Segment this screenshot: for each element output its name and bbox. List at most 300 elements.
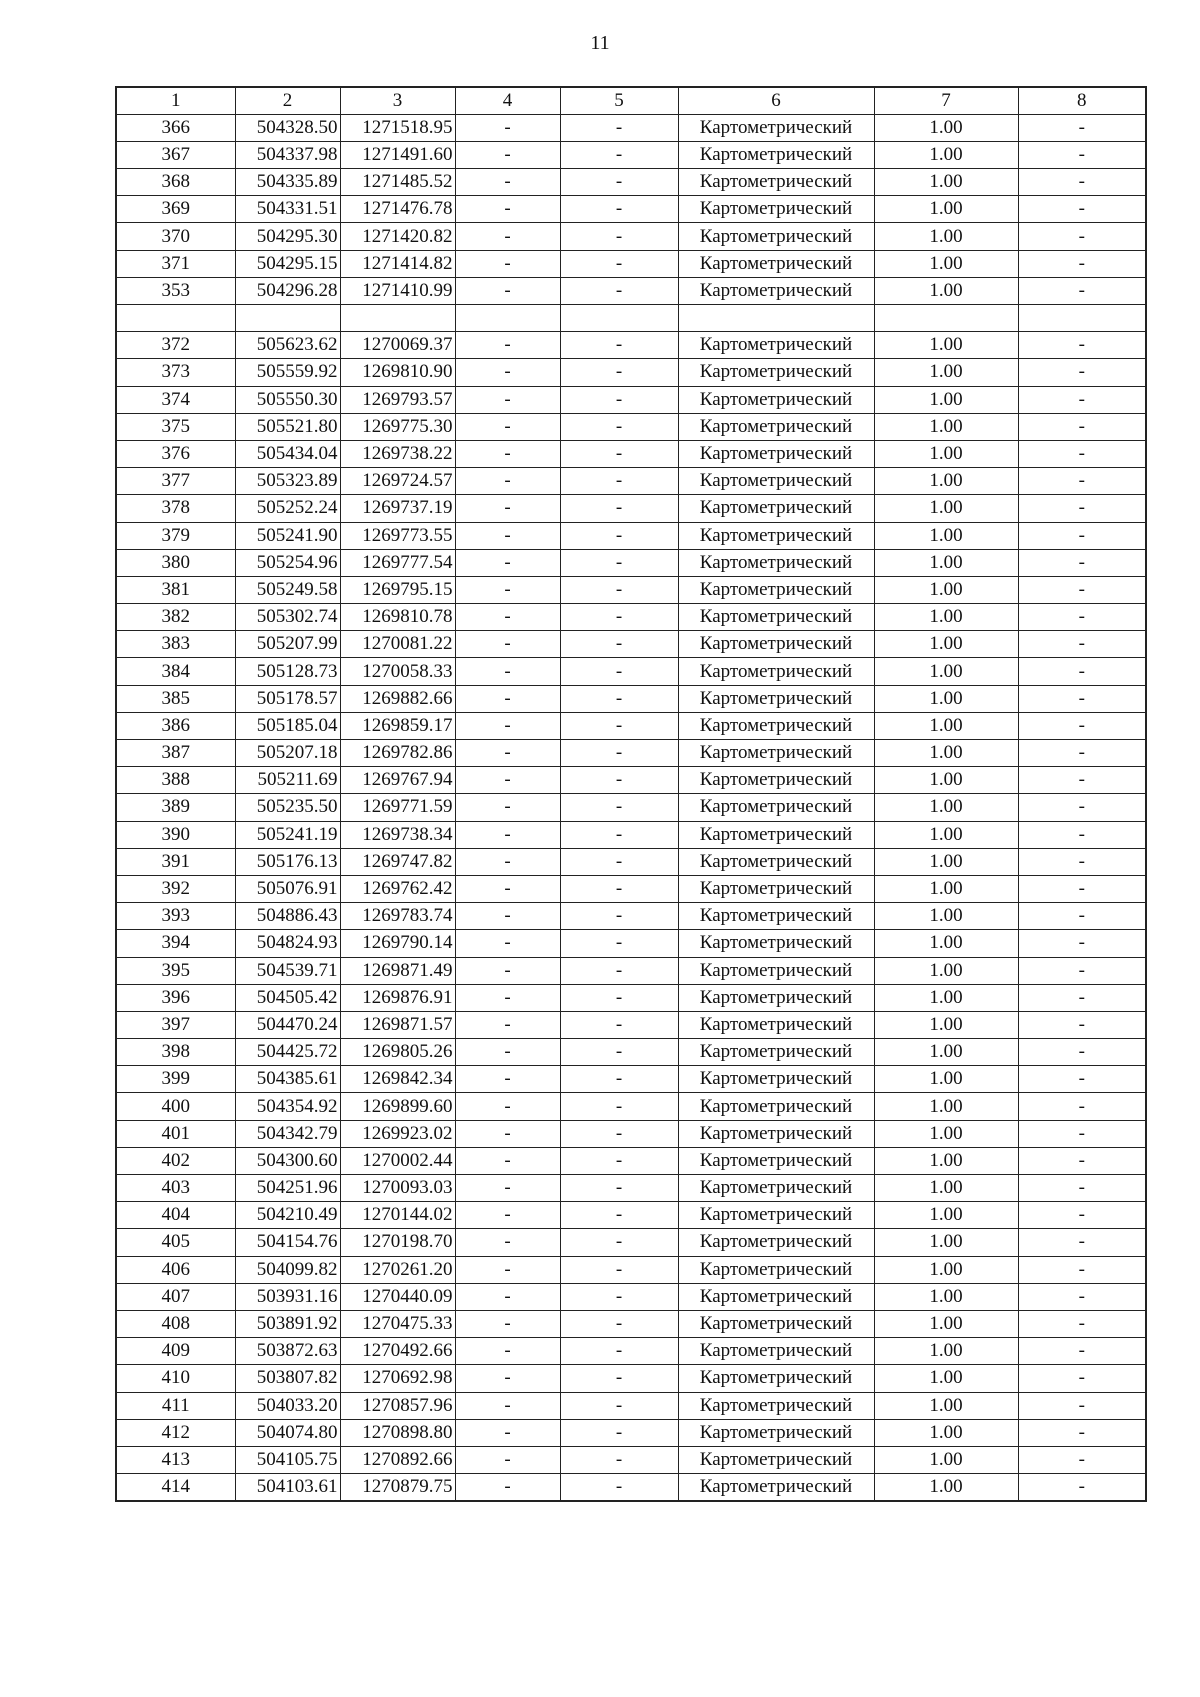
point-number-cell: 393 xyxy=(116,903,235,930)
y-coordinate-cell: 1271485.52 xyxy=(340,169,455,196)
accuracy-cell: 1.00 xyxy=(874,169,1018,196)
column-8-cell: - xyxy=(1018,468,1146,495)
column-5-cell: - xyxy=(560,359,678,386)
table-row xyxy=(116,277,1146,304)
y-coordinate-cell: 1269762.42 xyxy=(340,875,455,902)
y-coordinate-cell: 1269859.17 xyxy=(340,712,455,739)
table-row xyxy=(116,250,1146,277)
method-cell: Картометрический xyxy=(678,957,874,984)
point-number-cell: 379 xyxy=(116,522,235,549)
column-5-cell: - xyxy=(560,1011,678,1038)
y-coordinate-cell: 1269777.54 xyxy=(340,549,455,576)
accuracy-cell: 1.00 xyxy=(874,1283,1018,1310)
y-coordinate-cell: 1269783.74 xyxy=(340,903,455,930)
column-4-cell: - xyxy=(455,1175,560,1202)
column-4-cell: - xyxy=(455,1256,560,1283)
column-4-cell: - xyxy=(455,1093,560,1120)
accuracy-cell: 1.00 xyxy=(874,1120,1018,1147)
column-header-1: 1 xyxy=(116,87,235,114)
accuracy-cell: 1.00 xyxy=(874,1147,1018,1174)
column-4-cell: - xyxy=(455,1229,560,1256)
x-coordinate-cell: 505521.80 xyxy=(235,413,340,440)
column-8-cell: - xyxy=(1018,903,1146,930)
column-4-cell: - xyxy=(455,277,560,304)
point-number-cell: 380 xyxy=(116,549,235,576)
column-4-cell: - xyxy=(455,631,560,658)
column-5-cell: - xyxy=(560,196,678,223)
x-coordinate-cell: 505434.04 xyxy=(235,440,340,467)
column-8-cell: - xyxy=(1018,522,1146,549)
point-number-cell: 411 xyxy=(116,1392,235,1419)
column-5-cell: - xyxy=(560,1419,678,1446)
point-number-cell xyxy=(116,305,235,332)
column-8-cell: - xyxy=(1018,1419,1146,1446)
column-4-cell: - xyxy=(455,359,560,386)
y-coordinate-cell: 1269747.82 xyxy=(340,848,455,875)
column-4-cell: - xyxy=(455,549,560,576)
column-8-cell: - xyxy=(1018,1011,1146,1038)
column-4-cell: - xyxy=(455,1419,560,1446)
column-5-cell: - xyxy=(560,1202,678,1229)
y-coordinate-cell: 1271476.78 xyxy=(340,196,455,223)
column-5-cell: - xyxy=(560,1066,678,1093)
accuracy-cell: 1.00 xyxy=(874,1202,1018,1229)
accuracy-cell: 1.00 xyxy=(874,631,1018,658)
method-cell: Картометрический xyxy=(678,1120,874,1147)
column-5-cell: - xyxy=(560,1283,678,1310)
x-coordinate-cell: 504154.76 xyxy=(235,1229,340,1256)
y-coordinate-cell: 1269738.34 xyxy=(340,821,455,848)
column-4-cell: - xyxy=(455,1338,560,1365)
point-number-cell: 374 xyxy=(116,386,235,413)
column-5-cell: - xyxy=(560,332,678,359)
x-coordinate-cell: 505178.57 xyxy=(235,685,340,712)
table-row xyxy=(116,821,1146,848)
point-number-cell: 409 xyxy=(116,1338,235,1365)
point-number-cell: 404 xyxy=(116,1202,235,1229)
column-5-cell: - xyxy=(560,114,678,141)
method-cell: Картометрический xyxy=(678,1419,874,1446)
point-number-cell: 385 xyxy=(116,685,235,712)
y-coordinate-cell: 1269810.78 xyxy=(340,604,455,631)
y-coordinate-cell: 1269767.94 xyxy=(340,767,455,794)
x-coordinate-cell: 504385.61 xyxy=(235,1066,340,1093)
method-cell: Картометрический xyxy=(678,223,874,250)
method-cell: Картометрический xyxy=(678,549,874,576)
accuracy-cell: 1.00 xyxy=(874,576,1018,603)
accuracy-cell: 1.00 xyxy=(874,740,1018,767)
method-cell: Картометрический xyxy=(678,658,874,685)
column-4-cell: - xyxy=(455,1474,560,1501)
accuracy-cell: 1.00 xyxy=(874,1419,1018,1446)
column-8-cell: - xyxy=(1018,767,1146,794)
column-8-cell: - xyxy=(1018,1256,1146,1283)
accuracy-cell: 1.00 xyxy=(874,1310,1018,1337)
point-number-cell: 398 xyxy=(116,1039,235,1066)
accuracy-cell: 1.00 xyxy=(874,1093,1018,1120)
x-coordinate-cell: 505252.24 xyxy=(235,495,340,522)
column-8-cell: - xyxy=(1018,1039,1146,1066)
column-5-cell: - xyxy=(560,821,678,848)
point-number-cell: 390 xyxy=(116,821,235,848)
column-5-cell: - xyxy=(560,277,678,304)
method-cell: Картометрический xyxy=(678,903,874,930)
y-coordinate-cell: 1270261.20 xyxy=(340,1256,455,1283)
point-number-cell: 367 xyxy=(116,141,235,168)
point-number-cell: 375 xyxy=(116,413,235,440)
column-5-cell: - xyxy=(560,903,678,930)
column-4-cell: - xyxy=(455,495,560,522)
point-number-cell: 353 xyxy=(116,277,235,304)
method-cell: Картометрический xyxy=(678,740,874,767)
table-row xyxy=(116,196,1146,223)
accuracy-cell: 1.00 xyxy=(874,848,1018,875)
table-row xyxy=(116,576,1146,603)
y-coordinate-cell: 1269882.66 xyxy=(340,685,455,712)
x-coordinate-cell: 505254.96 xyxy=(235,549,340,576)
y-coordinate-cell: 1270069.37 xyxy=(340,332,455,359)
accuracy-cell: 1.00 xyxy=(874,903,1018,930)
column-4-cell: - xyxy=(455,821,560,848)
y-coordinate-cell: 1271420.82 xyxy=(340,223,455,250)
x-coordinate-cell: 504470.24 xyxy=(235,1011,340,1038)
point-number-cell: 377 xyxy=(116,468,235,495)
method-cell: Картометрический xyxy=(678,386,874,413)
column-5-cell: - xyxy=(560,250,678,277)
y-coordinate-cell: 1270198.70 xyxy=(340,1229,455,1256)
x-coordinate-cell: 504335.89 xyxy=(235,169,340,196)
column-8-cell: - xyxy=(1018,604,1146,631)
point-number-cell: 378 xyxy=(116,495,235,522)
table-row xyxy=(116,141,1146,168)
column-5-cell: - xyxy=(560,522,678,549)
table-row xyxy=(116,1175,1146,1202)
column-4-cell: - xyxy=(455,957,560,984)
point-number-cell: 402 xyxy=(116,1147,235,1174)
column-5-cell: - xyxy=(560,794,678,821)
method-cell: Картометрический xyxy=(678,1175,874,1202)
column-4-cell: - xyxy=(455,1392,560,1419)
column-8-cell: - xyxy=(1018,169,1146,196)
column-4-cell: - xyxy=(455,141,560,168)
table-row xyxy=(116,1256,1146,1283)
x-coordinate-cell: 504210.49 xyxy=(235,1202,340,1229)
column-8-cell: - xyxy=(1018,1202,1146,1229)
y-coordinate-cell: 1270857.96 xyxy=(340,1392,455,1419)
accuracy-cell: 1.00 xyxy=(874,141,1018,168)
column-4-cell: - xyxy=(455,440,560,467)
x-coordinate-cell: 504099.82 xyxy=(235,1256,340,1283)
table-row xyxy=(116,1229,1146,1256)
y-coordinate-cell: 1269724.57 xyxy=(340,468,455,495)
column-8-cell: - xyxy=(1018,740,1146,767)
column-5-cell: - xyxy=(560,740,678,767)
column-5-cell: - xyxy=(560,930,678,957)
point-number-cell: 392 xyxy=(116,875,235,902)
method-cell: Картометрический xyxy=(678,495,874,522)
column-8-cell: - xyxy=(1018,957,1146,984)
table-row xyxy=(116,794,1146,821)
column-8-cell: - xyxy=(1018,1120,1146,1147)
column-5-cell: - xyxy=(560,1147,678,1174)
column-header-2: 2 xyxy=(235,87,340,114)
x-coordinate-cell: 504295.30 xyxy=(235,223,340,250)
column-5-cell: - xyxy=(560,767,678,794)
column-4-cell: - xyxy=(455,984,560,1011)
table-row xyxy=(116,1310,1146,1337)
column-4-cell: - xyxy=(455,1039,560,1066)
point-number-cell: 386 xyxy=(116,712,235,739)
y-coordinate-cell: 1270144.02 xyxy=(340,1202,455,1229)
column-4-cell: - xyxy=(455,1283,560,1310)
column-8-cell: - xyxy=(1018,196,1146,223)
y-coordinate-cell: 1271410.99 xyxy=(340,277,455,304)
y-coordinate-cell: 1269871.49 xyxy=(340,957,455,984)
x-coordinate-cell: 504103.61 xyxy=(235,1474,340,1501)
column-5-cell: - xyxy=(560,1446,678,1473)
accuracy-cell: 1.00 xyxy=(874,386,1018,413)
x-coordinate-cell: 503931.16 xyxy=(235,1283,340,1310)
y-coordinate-cell: 1269773.55 xyxy=(340,522,455,549)
column-header-6: 6 xyxy=(678,87,874,114)
x-coordinate-cell: 504337.98 xyxy=(235,141,340,168)
method-cell: Картометрический xyxy=(678,712,874,739)
y-coordinate-cell: 1270879.75 xyxy=(340,1474,455,1501)
x-coordinate-cell: 504505.42 xyxy=(235,984,340,1011)
accuracy-cell: 1.00 xyxy=(874,1066,1018,1093)
point-number-cell: 387 xyxy=(116,740,235,767)
table-row xyxy=(116,169,1146,196)
column-4-cell: - xyxy=(455,1446,560,1473)
table-row xyxy=(116,495,1146,522)
table-row xyxy=(116,223,1146,250)
x-coordinate-cell: 505207.18 xyxy=(235,740,340,767)
x-coordinate-cell: 504105.75 xyxy=(235,1446,340,1473)
point-number-cell: 391 xyxy=(116,848,235,875)
point-number-cell: 414 xyxy=(116,1474,235,1501)
accuracy-cell: 1.00 xyxy=(874,223,1018,250)
point-number-cell: 370 xyxy=(116,223,235,250)
table-row xyxy=(116,984,1146,1011)
y-coordinate-cell: 1270892.66 xyxy=(340,1446,455,1473)
method-cell: Картометрический xyxy=(678,522,874,549)
y-coordinate-cell xyxy=(340,305,455,332)
table-row xyxy=(116,522,1146,549)
column-4-cell: - xyxy=(455,196,560,223)
x-coordinate-cell: 505128.73 xyxy=(235,658,340,685)
column-8-cell: - xyxy=(1018,1147,1146,1174)
accuracy-cell: 1.00 xyxy=(874,685,1018,712)
point-number-cell: 389 xyxy=(116,794,235,821)
column-5-cell: - xyxy=(560,549,678,576)
column-4-cell: - xyxy=(455,658,560,685)
column-5-cell: - xyxy=(560,875,678,902)
column-4-cell: - xyxy=(455,413,560,440)
y-coordinate-cell: 1270058.33 xyxy=(340,658,455,685)
y-coordinate-cell: 1270898.80 xyxy=(340,1419,455,1446)
y-coordinate-cell: 1270002.44 xyxy=(340,1147,455,1174)
column-5-cell: - xyxy=(560,658,678,685)
point-number-cell: 412 xyxy=(116,1419,235,1446)
column-4-cell: - xyxy=(455,712,560,739)
column-8-cell: - xyxy=(1018,875,1146,902)
method-cell: Картометрический xyxy=(678,141,874,168)
accuracy-cell: 1.00 xyxy=(874,277,1018,304)
table-row xyxy=(116,875,1146,902)
column-8-cell: - xyxy=(1018,495,1146,522)
accuracy-cell: 1.00 xyxy=(874,794,1018,821)
point-number-cell: 401 xyxy=(116,1120,235,1147)
method-cell: Картометрический xyxy=(678,930,874,957)
x-coordinate-cell: 504295.15 xyxy=(235,250,340,277)
table-row xyxy=(116,957,1146,984)
accuracy-cell: 1.00 xyxy=(874,604,1018,631)
column-8-cell: - xyxy=(1018,821,1146,848)
column-header-5: 5 xyxy=(560,87,678,114)
column-4-cell: - xyxy=(455,767,560,794)
accuracy-cell: 1.00 xyxy=(874,495,1018,522)
table-row xyxy=(116,848,1146,875)
column-5-cell: - xyxy=(560,386,678,413)
x-coordinate-cell: 505235.50 xyxy=(235,794,340,821)
accuracy-cell: 1.00 xyxy=(874,332,1018,359)
column-5-cell: - xyxy=(560,468,678,495)
column-4-cell: - xyxy=(455,740,560,767)
method-cell: Картометрический xyxy=(678,1229,874,1256)
x-coordinate-cell: 504331.51 xyxy=(235,196,340,223)
accuracy-cell: 1.00 xyxy=(874,957,1018,984)
point-number-cell: 376 xyxy=(116,440,235,467)
y-coordinate-cell: 1269775.30 xyxy=(340,413,455,440)
method-cell: Картометрический xyxy=(678,767,874,794)
column-5-cell: - xyxy=(560,957,678,984)
column-5-cell: - xyxy=(560,1093,678,1120)
accuracy-cell: 1.00 xyxy=(874,1039,1018,1066)
table-row xyxy=(116,1039,1146,1066)
column-8-cell xyxy=(1018,305,1146,332)
accuracy-cell: 1.00 xyxy=(874,712,1018,739)
column-5-cell: - xyxy=(560,413,678,440)
method-cell: Картометрический xyxy=(678,413,874,440)
column-8-cell: - xyxy=(1018,277,1146,304)
accuracy-cell: 1.00 xyxy=(874,1446,1018,1473)
column-8-cell: - xyxy=(1018,250,1146,277)
table-row xyxy=(116,1446,1146,1473)
method-cell: Картометрический xyxy=(678,1256,874,1283)
column-4-cell: - xyxy=(455,930,560,957)
accuracy-cell: 1.00 xyxy=(874,549,1018,576)
method-cell: Картометрический xyxy=(678,1392,874,1419)
accuracy-cell: 1.00 xyxy=(874,875,1018,902)
table-row xyxy=(116,549,1146,576)
column-8-cell: - xyxy=(1018,658,1146,685)
method-cell: Картометрический xyxy=(678,984,874,1011)
accuracy-cell: 1.00 xyxy=(874,1256,1018,1283)
accuracy-cell: 1.00 xyxy=(874,359,1018,386)
accuracy-cell: 1.00 xyxy=(874,1365,1018,1392)
column-8-cell: - xyxy=(1018,1175,1146,1202)
method-cell: Картометрический xyxy=(678,1474,874,1501)
table-row xyxy=(116,413,1146,440)
method-cell: Картометрический xyxy=(678,685,874,712)
table-row xyxy=(116,386,1146,413)
column-5-cell: - xyxy=(560,1120,678,1147)
method-cell: Картометрический xyxy=(678,468,874,495)
point-number-cell: 406 xyxy=(116,1256,235,1283)
method-cell: Картометрический xyxy=(678,576,874,603)
table-row xyxy=(116,685,1146,712)
table-row xyxy=(116,468,1146,495)
column-8-cell: - xyxy=(1018,1365,1146,1392)
x-coordinate-cell: 505211.69 xyxy=(235,767,340,794)
table-row xyxy=(116,440,1146,467)
column-4-cell: - xyxy=(455,1066,560,1093)
accuracy-cell: 1.00 xyxy=(874,196,1018,223)
accuracy-cell: 1.00 xyxy=(874,468,1018,495)
column-5-cell: - xyxy=(560,440,678,467)
column-4-cell: - xyxy=(455,604,560,631)
point-number-cell: 410 xyxy=(116,1365,235,1392)
column-4-cell: - xyxy=(455,685,560,712)
table-row xyxy=(116,1474,1146,1501)
column-5-cell: - xyxy=(560,604,678,631)
y-coordinate-cell: 1269782.86 xyxy=(340,740,455,767)
x-coordinate-cell: 505559.92 xyxy=(235,359,340,386)
x-coordinate-cell: 505323.89 xyxy=(235,468,340,495)
column-5-cell: - xyxy=(560,169,678,196)
y-coordinate-cell: 1271491.60 xyxy=(340,141,455,168)
column-8-cell: - xyxy=(1018,576,1146,603)
method-cell: Картометрический xyxy=(678,1093,874,1120)
point-number-cell: 383 xyxy=(116,631,235,658)
x-coordinate-cell: 504300.60 xyxy=(235,1147,340,1174)
column-4-cell: - xyxy=(455,875,560,902)
x-coordinate-cell: 503807.82 xyxy=(235,1365,340,1392)
method-cell: Картометрический xyxy=(678,848,874,875)
table-row xyxy=(116,1011,1146,1038)
point-number-cell: 366 xyxy=(116,114,235,141)
column-5-cell: - xyxy=(560,1229,678,1256)
x-coordinate-cell: 504425.72 xyxy=(235,1039,340,1066)
column-8-cell: - xyxy=(1018,1310,1146,1337)
point-number-cell: 395 xyxy=(116,957,235,984)
column-8-cell: - xyxy=(1018,984,1146,1011)
method-cell: Картометрический xyxy=(678,1202,874,1229)
column-5-cell: - xyxy=(560,223,678,250)
column-5-cell: - xyxy=(560,1474,678,1501)
column-4-cell xyxy=(455,305,560,332)
column-5-cell: - xyxy=(560,631,678,658)
column-4-cell: - xyxy=(455,169,560,196)
column-4-cell: - xyxy=(455,114,560,141)
y-coordinate-cell: 1269810.90 xyxy=(340,359,455,386)
table-row xyxy=(116,740,1146,767)
accuracy-cell: 1.00 xyxy=(874,1474,1018,1501)
x-coordinate-cell: 504074.80 xyxy=(235,1419,340,1446)
column-8-cell: - xyxy=(1018,1229,1146,1256)
accuracy-cell: 1.00 xyxy=(874,1229,1018,1256)
x-coordinate-cell: 504328.50 xyxy=(235,114,340,141)
column-8-cell: - xyxy=(1018,1446,1146,1473)
method-cell: Картометрический xyxy=(678,1365,874,1392)
y-coordinate-cell: 1270492.66 xyxy=(340,1338,455,1365)
method-cell: Картометрический xyxy=(678,1283,874,1310)
method-cell: Картометрический xyxy=(678,1446,874,1473)
method-cell: Картометрический xyxy=(678,875,874,902)
y-coordinate-cell: 1269795.15 xyxy=(340,576,455,603)
method-cell: Картометрический xyxy=(678,440,874,467)
column-4-cell: - xyxy=(455,1365,560,1392)
